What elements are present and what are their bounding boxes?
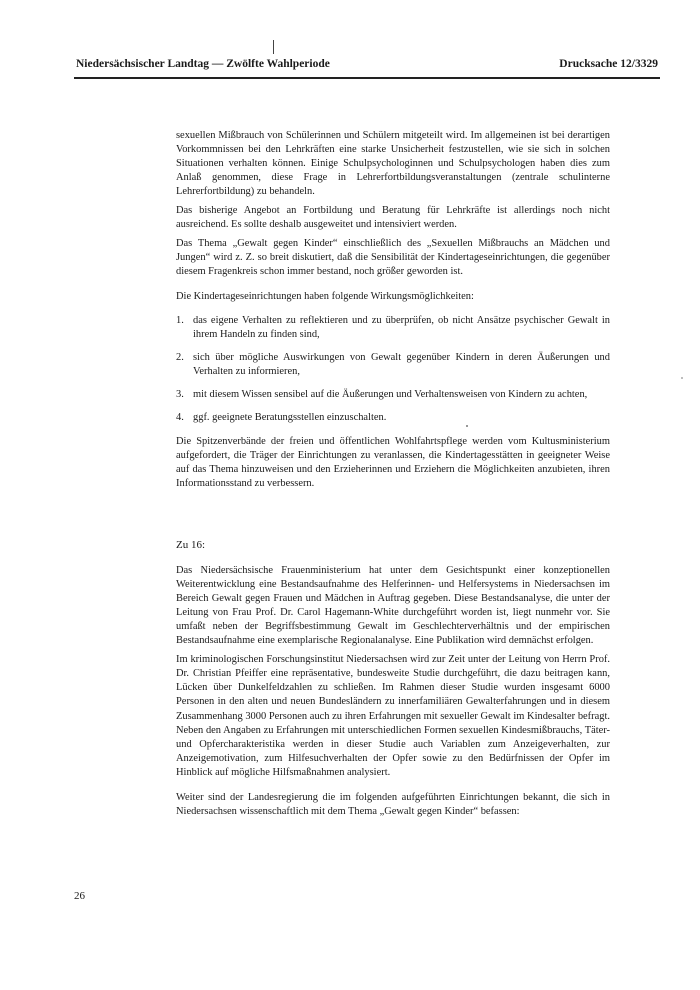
header-title: Niedersächsischer Landtag — Zwölfte Wahlperiode xyxy=(76,58,330,70)
list-item xyxy=(176,388,610,402)
section-heading: Zu 16: xyxy=(176,538,206,551)
page-body xyxy=(176,129,610,824)
scan-speck xyxy=(681,377,683,379)
paragraph: sexuellen Mißbrauch von Schülerinnen und Schülern mitgeteilt wird. Im allgemeinen ist bei derartigen Vorkommnissen bei den Lehrkräften eine starke Unsicherheit festzustellen, wie sie sich in solchen Situationen verhalten können. Einige Schulpsychologinnen und Schulpsychologen haben dies zum Anlaß genommen, diese Frage in Lehrerfortbildungsveranstaltungen (zentrale schulinterne Lehrerfortbildung) zu behandeln. xyxy=(176,130,610,198)
list-text: sich über mögliche Auswirkungen von Gewalt gegenüber Kindern in deren Äußerungen und Verhalten zu informieren, xyxy=(193,351,610,377)
paragraph: Das bisherige Angebot an Fortbildung und Beratung für Lehrkräfte ist allerdings noch nicht ausreichend. Es sollte deshalb ausgeweitet und intensiviert werden. xyxy=(176,205,610,231)
list-number: 3. xyxy=(176,388,184,400)
paragraph: Die Spitzenverbände der freien und öffentlichen Wohlfahrtspflege werden vom Kultusministerium aufgefordert, die Träger der Einrichtungen zu veranlassen, die Kindertagesstätten in geeigneter Weise auf das Thema hinzuweisen und den Erzieherinnen und Erziehern die Möglichkeiten anzubieten, ihren Informationsstand zu verbessern. xyxy=(176,435,610,489)
list-number: 4. xyxy=(176,411,184,423)
paragraph: Im kriminologischen Forschungsinstitut Niedersachsen wird zur Zeit unter der Leitung von Herrn Prof. Dr. Christian Pfeiffer eine repräsentative, bundesweite Studie durchgeführt, die dazu beitragen kann, Lücken über Dunkelfeldzahlen zu schließen. Im Rahmen dieser Studie wurden insgesamt 6000 Personen in den alten und neuen Bundesländern zu innerfamiliären Gewalterfahrungen und in diesem Zusammenhang 3000 Personen auch zu ihren Erfahrungen mit sexueller Gewalt im Kindesalter befragt. Neben den Angaben zu Erfahrungen mit unterschiedlichen Formen sexuellen Kindesmißbrauchs, Täter- und Opfercharakteristika werden in dieser Studie auch Variablen zum Anzeigeverhalten, zur Anzeigemotivation, zum Hilfesuchverhalten der Opfer sowie zu den Bedürfnissen der Opfer im Hinblick auf mögliche Hilfsmaßnahmen analysiert. xyxy=(176,654,610,778)
list-text: mit diesem Wissen sensibel auf die Äußerungen und Verhaltensweisen von Kindern zu achten, xyxy=(193,388,588,400)
section-spacer xyxy=(176,496,610,538)
paragraph: Die Kindertageseinrichtungen haben folgende Wirkungsmöglichkeiten: xyxy=(176,291,474,303)
document-number: Drucksache 12/3329 xyxy=(559,58,658,70)
paragraph: Das Niedersächsische Frauenministerium hat unter dem Gesichtspunkt einer konzeptionellen Weiterentwicklung eine Bestandsaufnahme des Helferinnen- und Helfersystems in Niedersachsen im Bereich Gewalt gegen Frauen und Mädchen in Auftrag gegeben. Diese Bestandsanalyse, die unter der Leitung von Frau Prof. Dr. Carol Hagemann-White durchgeführt worden ist, liegt nunmehr vor. Sie umfaßt neben der Begriffsbestimmung Gewalt im Geschlechterverhältnis und der empirischen Bestandsaufnahme eine exemplarische Regionalanalyse. Eine Publikation wird demnächst erfolgen. xyxy=(176,565,610,647)
list-item xyxy=(176,314,610,342)
page-header xyxy=(74,46,660,86)
list-text: das eigene Verhalten zu reflektieren und zu überprüfen, ob nicht Ansätze psychischer Gewalt in ihrem Handeln zu finden sind, xyxy=(193,314,610,340)
list-number: 2. xyxy=(176,351,184,363)
effect-list xyxy=(176,314,610,425)
header-rule xyxy=(74,77,660,79)
paragraph: Weiter sind der Landesregierung die im folgenden aufgeführten Einrichtungen bekannt, die sich in Niedersachsen wissenschaftlich mit dem Thema „Gewalt gegen Kinder“ befassen: xyxy=(176,791,610,817)
page-number: 26 xyxy=(74,890,85,902)
list-number: 1. xyxy=(176,314,184,326)
list-text: ggf. geeignete Beratungsstellen einzuschalten. xyxy=(193,411,387,423)
list-item xyxy=(176,351,610,379)
header-mark xyxy=(273,40,274,54)
list-item xyxy=(176,411,610,425)
paragraph: Das Thema „Gewalt gegen Kinder“ einschließlich des „Sexuellen Mißbrauchs an Mädchen und Jungen“ wird z. Z. so breit diskutiert, daß die Sensibilität der Kindertageseinrichtungen, die gegenüber diesem Fragenkreis schon immer bestand, noch größer geworden ist. xyxy=(176,238,610,278)
scan-speck xyxy=(466,425,468,427)
